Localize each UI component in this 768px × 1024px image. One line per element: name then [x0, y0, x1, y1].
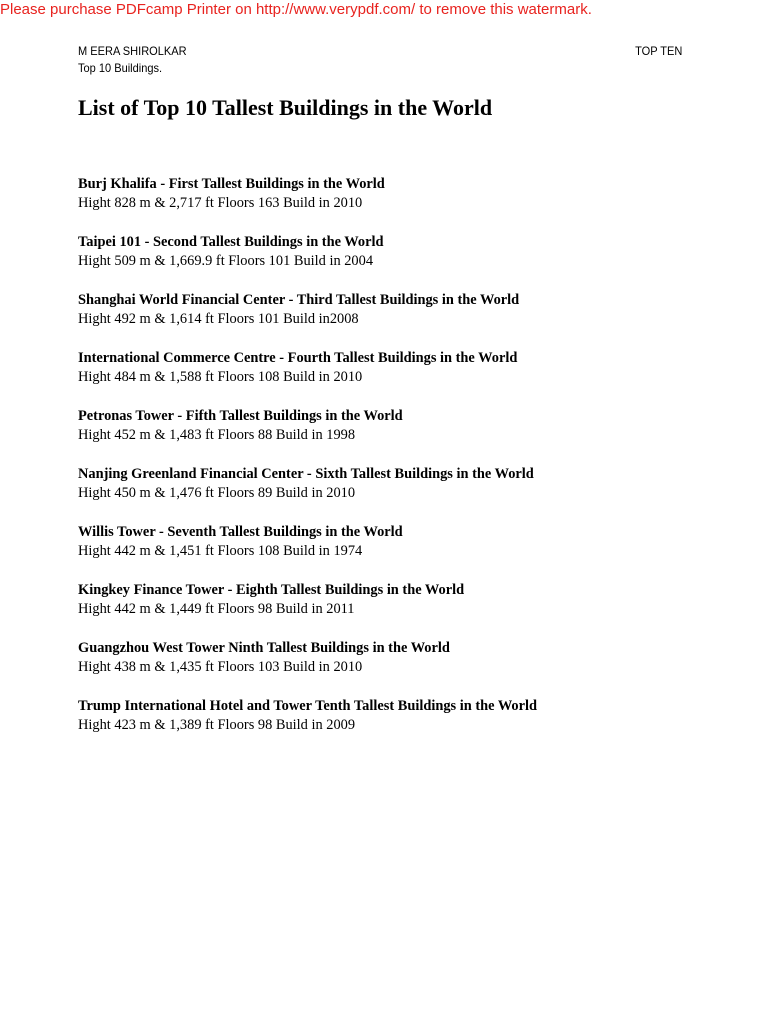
entry-detail: Hight 492 m & 1,614 ft Floors 101 Build in2008 — [78, 311, 359, 327]
entry-title: Nanjing Greenland Financial Center - Sixth Tallest Buildings in the World — [78, 466, 534, 482]
entry-title: Taipei 101 - Second Tallest Buildings in the World — [78, 234, 384, 250]
list-item — [78, 349, 718, 407]
entry-detail: Hight 423 m & 1,389 ft Floors 98 Build in 2009 — [78, 717, 356, 733]
entry-detail: Hight 509 m & 1,669.9 ft Floors 101 Build in 2004 — [78, 253, 374, 269]
list-item — [78, 291, 718, 349]
entry-title: Petronas Tower - Fifth Tallest Buildings in the World — [78, 408, 403, 424]
entry-detail: Hight 828 m & 2,717 ft Floors 163 Build in 2010 — [78, 195, 363, 211]
document-header — [78, 43, 187, 77]
entry-title: Willis Tower - Seventh Tallest Buildings in the World — [78, 524, 403, 540]
entry-detail: Hight 452 m & 1,483 ft Floors 88 Build in 1998 — [78, 427, 356, 443]
list-item — [78, 465, 718, 523]
list-item — [78, 581, 718, 639]
header-label: TOP TEN — [634, 44, 682, 58]
entry-detail: Hight 450 m & 1,476 ft Floors 89 Build in 2010 — [78, 485, 356, 501]
entry-title: Kingkey Finance Tower - Eighth Tallest Buildings in the World — [78, 582, 465, 598]
list-item — [78, 639, 718, 697]
entry-title: Shanghai World Financial Center - Third Tallest Buildings in the World — [78, 292, 520, 308]
building-list — [78, 175, 718, 755]
watermark-link[interactable]: Please purchase PDFcamp Printer on http://www.verypdf.com/ to remove this watermark. — [0, 1, 592, 18]
entry-title: Guangzhou West Tower Ninth Tallest Buildings in the World — [78, 640, 450, 656]
list-item — [78, 407, 718, 465]
entry-title: Trump International Hotel and Tower Tenth Tallest Buildings in the World — [78, 698, 538, 714]
list-item — [78, 175, 718, 233]
list-item — [78, 697, 718, 755]
entry-title: International Commerce Centre - Fourth Tallest Buildings in the World — [78, 350, 518, 366]
document-subject: Top 10 Buildings. — [78, 61, 163, 75]
entry-detail: Hight 442 m & 1,451 ft Floors 108 Build in 1974 — [78, 543, 363, 559]
entry-title: Burj Khalifa - First Tallest Buildings in the World — [78, 176, 385, 192]
list-item — [78, 233, 718, 291]
author-name: M EERA SHIROLKAR — [78, 44, 187, 58]
entry-detail: Hight 438 m & 1,435 ft Floors 103 Build in 2010 — [78, 659, 363, 675]
list-item — [78, 523, 718, 581]
page-title: List of Top 10 Tallest Buildings in the World — [78, 95, 493, 120]
entry-detail: Hight 484 m & 1,588 ft Floors 108 Build in 2010 — [78, 369, 363, 385]
entry-detail: Hight 442 m & 1,449 ft Floors 98 Build in 2011 — [78, 601, 355, 617]
